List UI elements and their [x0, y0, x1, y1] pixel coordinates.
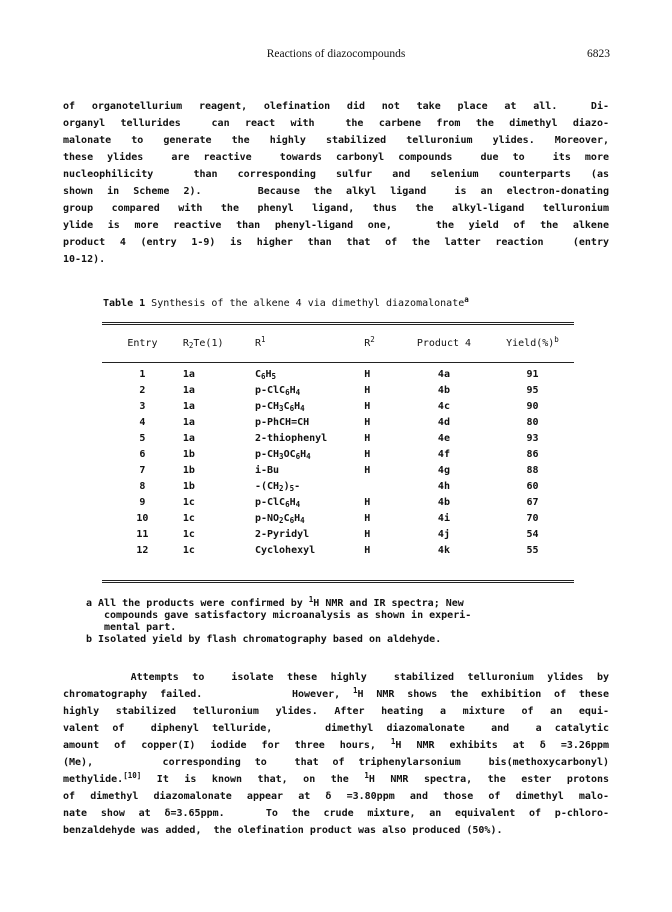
text-line: nucleophilicity than corresponding sulfur and selenium counterparts (as	[63, 169, 609, 180]
cell-r1: Cyclohexyl	[254, 544, 316, 556]
cell-rte: 1c	[182, 512, 195, 524]
cell-r1: $-(CH_2)_5-$	[254, 480, 301, 493]
table-bottom-rule-2	[102, 582, 574, 583]
col-product: Product 4	[416, 337, 472, 349]
cell-r2: H	[364, 368, 371, 380]
cell-product: 4i	[437, 512, 450, 524]
text-line: amount of copper(I) iodide for three hours, $^1$H NMR exhibits at δ =3.26ppm	[63, 737, 609, 751]
table-header-row	[102, 324, 574, 362]
text-line: these ylides are reactive towards carbonyl compounds due to its more	[63, 152, 609, 163]
cell-r2: H	[364, 400, 371, 412]
text-line: benzaldehyde was added, the olefination product was also produced (50%).	[63, 825, 503, 836]
text-line: highly stabilized telluronium ylides. After heating a mixture of an equi-	[63, 706, 609, 717]
cell-yield: 54	[526, 528, 539, 540]
cell-yield: 88	[526, 464, 539, 476]
table-row	[102, 430, 574, 446]
cell-rte: 1a	[182, 416, 195, 428]
cell-r2: H	[364, 448, 371, 460]
cell-r1: 2-thiophenyl	[254, 432, 328, 444]
cell-product: 4g	[437, 464, 450, 476]
cell-yield: 93	[526, 432, 539, 444]
cell-rte: 1a	[182, 432, 195, 444]
cell-r2: H	[364, 544, 371, 556]
cell-r1: $p-NO_2C_6H_4$	[254, 512, 305, 525]
cell-product: 4d	[437, 416, 450, 428]
col-rte: $R_2Te(1)$	[182, 337, 224, 350]
cell-product: 4b	[437, 384, 450, 396]
col-r1: $R^1$	[254, 334, 266, 349]
text-line: 10-12).	[63, 254, 106, 265]
cell-yield: 95	[526, 384, 539, 396]
table-row	[102, 494, 574, 510]
table-row	[102, 362, 574, 382]
table-caption-text: Synthesis of the alkene 4 via dimethyl diazomalonate	[145, 298, 465, 309]
cell-product: 4j	[437, 528, 450, 540]
cell-product: 4c	[437, 400, 450, 412]
col-yield: Yield(%)$^b$	[506, 334, 559, 349]
text-line: Attempts to isolate these highly stabilized telluronium ylides by	[63, 672, 609, 683]
cell-yield: 70	[526, 512, 539, 524]
text-line: (Me), corresponding to that of triphenylarsonium bis(methoxycarbonyl)	[63, 757, 609, 768]
table-caption	[103, 295, 469, 309]
col-r2: $R^2$	[364, 334, 375, 349]
cell-yield: 86	[526, 448, 539, 460]
cell-entry: 9	[139, 496, 146, 508]
table-row	[102, 462, 574, 478]
cell-yield: 80	[526, 416, 539, 428]
cell-rte: 1c	[182, 496, 195, 508]
cell-r2: H	[364, 416, 371, 428]
cell-product: 4e	[437, 432, 450, 444]
footnote-b: b Isolated yield by flash chromatography based on aldehyde.	[86, 634, 442, 645]
cell-r2: H	[364, 384, 371, 396]
text-line: methylide.[10] It is known that, on the $^1$H NMR spectra, the ester protons	[63, 771, 609, 785]
table-row	[102, 382, 574, 398]
text-line: shown in Scheme 2). Because the alkyl ligand is an electron-donating	[63, 186, 609, 197]
cell-entry: 7	[139, 464, 146, 476]
footnote-a-cont: mental part.	[104, 622, 177, 633]
running-header-title: Reactions of diazocompounds	[266, 48, 406, 60]
footnote-a-cont: compounds gave satisfactory microanalysis as shown in experi-	[104, 610, 472, 621]
cell-r1: i-Bu	[254, 464, 280, 476]
cell-entry: 11	[136, 528, 149, 540]
cell-entry: 1	[139, 368, 146, 380]
table-row	[102, 526, 574, 542]
cell-rte: 1a	[182, 384, 195, 396]
cell-product: 4k	[437, 544, 450, 556]
cell-r1: $p-ClC_6H_4$	[254, 384, 301, 397]
cell-rte: 1a	[182, 400, 195, 412]
table-row	[102, 446, 574, 462]
text-line: nate show at δ=3.65ppm. To the crude mixture, an equivalent of p-chloro-	[63, 808, 609, 819]
table-header-rule	[102, 362, 574, 363]
cell-product: 4h	[437, 480, 450, 492]
text-line: valent of diphenyl telluride, dimethyl diazomalonate and a catalytic	[63, 723, 609, 734]
cell-product: 4b	[437, 496, 450, 508]
cell-yield: 91	[526, 368, 539, 380]
results-table	[102, 324, 574, 558]
text-line: of organotellurium reagent, olefination did not take place at all. Di-	[63, 101, 609, 112]
table-row	[102, 542, 574, 558]
cell-product: 4a	[437, 368, 450, 380]
cell-entry: 3	[139, 400, 146, 412]
cell-rte: 1c	[182, 544, 195, 556]
cell-entry: 5	[139, 432, 146, 444]
cell-entry: 2	[139, 384, 146, 396]
table-row	[102, 510, 574, 526]
cell-entry: 4	[139, 416, 146, 428]
cell-product: 4f	[437, 448, 450, 460]
cell-yield: 90	[526, 400, 539, 412]
cell-rte: 1b	[182, 448, 195, 460]
cell-rte: 1c	[182, 528, 195, 540]
text-line: of dimethyl diazomalonate appear at δ =3.80ppm and those of dimethyl malo-	[63, 791, 609, 802]
cell-r1: $p-CH_3OC_6H_4$	[254, 448, 311, 461]
col-entry: Entry	[127, 337, 158, 349]
cell-entry: 6	[139, 448, 146, 460]
cell-r2: H	[364, 512, 371, 524]
cell-r2	[364, 478, 397, 494]
table-bottom-rule	[102, 580, 574, 581]
footnote-a: a All the products were confirmed by $^1$H NMR and IR spectra; New	[86, 595, 464, 609]
table-label: Table 1	[103, 298, 146, 309]
cell-rte: 1b	[182, 464, 195, 476]
cell-rte: 1a	[182, 368, 195, 380]
table-caption-note: a	[464, 295, 469, 304]
text-line: organyl tellurides can react with the carbene from the dimethyl diazo-	[63, 118, 609, 129]
cell-entry: 10	[136, 512, 149, 524]
cell-yield: 67	[526, 496, 539, 508]
table-row	[102, 414, 574, 430]
cell-rte: 1b	[182, 480, 195, 492]
cell-r2: H	[364, 528, 371, 540]
cell-yield: 55	[526, 544, 539, 556]
page-number: 6823	[587, 48, 610, 60]
text-line: malonate to generate the highly stabilized telluronium ylides. Moreover,	[63, 135, 609, 146]
table-row	[102, 478, 574, 494]
text-line: chromatography failed. However, $^1$H NMR shows the exhibition of these	[63, 686, 610, 700]
text-line: group compared with the phenyl ligand, thus the alkyl-ligand telluronium	[63, 203, 609, 214]
cell-r2: H	[364, 464, 371, 476]
paragraph-1	[63, 98, 609, 268]
cell-yield: 60	[526, 480, 539, 492]
table-row	[102, 398, 574, 414]
text-line: product 4 (entry 1-9) is higher than that of the latter reaction (entry	[63, 237, 609, 248]
cell-r1: $p-ClC_6H_4$	[254, 496, 301, 509]
paragraph-2	[63, 669, 609, 839]
cell-r1: 2-Pyridyl	[254, 528, 310, 540]
table-top-rule	[102, 322, 574, 323]
cell-r1: $C_6H_5$	[254, 368, 277, 381]
table-footnotes	[86, 595, 586, 646]
cell-r1: $p-CH_3C_6H_4$	[254, 400, 305, 413]
cell-entry: 12	[136, 544, 149, 556]
cell-entry: 8	[139, 480, 146, 492]
cell-r2: H	[364, 432, 371, 444]
text-line: ylide is more reactive than phenyl-ligand one, the yield of the alkene	[63, 220, 609, 231]
cell-r1: p-PhCH=CH	[254, 416, 310, 428]
cell-r2: H	[364, 496, 371, 508]
